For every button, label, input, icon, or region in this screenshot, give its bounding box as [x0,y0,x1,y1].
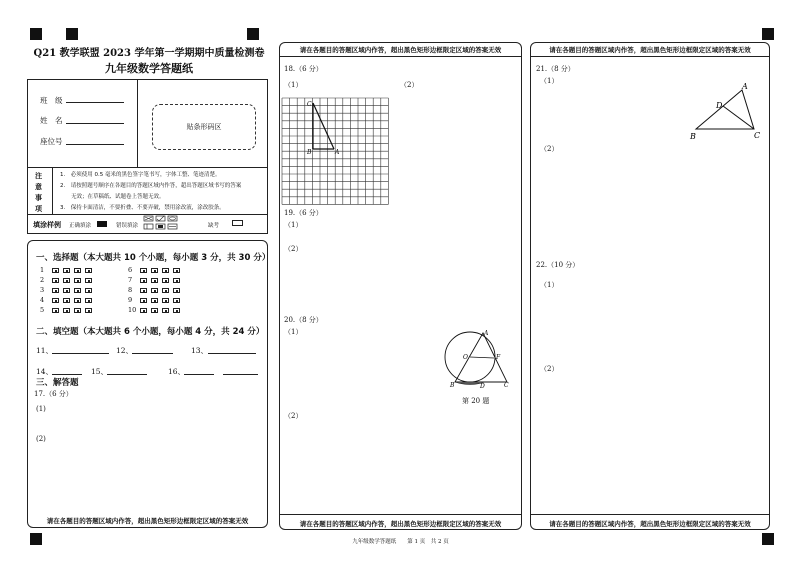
mc-option-bubble[interactable] [140,268,147,273]
mc-question-number: 7 [128,276,133,284]
fill-example-title: 填涂样例 [33,220,61,229]
mc-option-bubble[interactable] [85,278,92,283]
mc-option-bubble[interactable] [140,288,147,293]
mc-option-bubble[interactable] [74,308,81,313]
warning-top-col3: 请在各题目的答题区域内作答，超出黑色矩形边框限定区域的答案无效 [549,46,751,54]
mc-question-number: 1 [40,266,45,274]
mc-question-number: 2 [40,276,45,284]
q17-part1: (1) [36,405,46,413]
mc-option-bubble[interactable] [162,288,169,293]
mc-question-number: 9 [128,296,133,304]
mc-option-bubble[interactable] [85,308,92,313]
q22-part1: （1） [540,281,559,289]
mc-question-row [128,266,184,274]
mc-option-bubble[interactable] [63,278,70,283]
absent-label: 缺考 [208,223,220,229]
blank-15-label: 15、 [91,367,109,376]
mc-option-bubble[interactable] [74,268,81,273]
fig20-label-d: D [480,383,485,390]
fig20-label-o: O [463,354,468,361]
mc-option-bubble[interactable] [85,268,92,273]
mc-option-bubble[interactable] [63,288,70,293]
registration-mark [66,28,78,40]
mc-option-bubble[interactable] [151,288,158,293]
registration-mark [247,28,259,40]
mc-question-number: 6 [128,266,133,274]
note-item: 2. 请按照题号顺序在各题目的答题区域内作答，超出答题区域书写的答案 [60,183,242,189]
q18-grid-figure [280,96,390,206]
name-label: 姓 名 [40,116,63,125]
mc-option-bubble[interactable] [162,268,169,273]
blank-13-label: 13、 [191,346,209,355]
blank-16-field-a[interactable] [184,374,214,375]
correct-fill-mark [97,221,107,227]
mc-option-bubble[interactable] [162,308,169,313]
mc-option-bubble[interactable] [151,278,158,283]
mc-option-bubble[interactable] [173,288,180,293]
wrong-fill-marks [143,215,183,231]
segment-ca [313,103,334,149]
wrong-fill-label: 错误填涂 [116,223,139,229]
q20-circle-figure [440,325,520,405]
mc-question-number: 5 [40,306,45,314]
mc-option-bubble[interactable] [63,308,70,313]
class-label: 班 级 [40,96,63,105]
q20-label: 20.（8 分） [284,316,323,324]
q21-triangle-figure [686,80,766,142]
grid-label-c: C [307,101,312,108]
mc-question-row [40,276,96,284]
mc-question-row [128,306,184,314]
mc-option-bubble[interactable] [173,308,180,313]
mc-option-bubble[interactable] [173,278,180,283]
page-title: Q21 教学联盟 2023 学年第一学期期中质量检测卷 [33,48,265,59]
fig20-label-f: F [496,354,501,361]
mc-option-bubble[interactable] [52,288,59,293]
q18-part1: （1） [284,81,303,89]
fig20-caption: 第 20 题 [462,397,490,405]
name-field[interactable] [66,123,124,124]
q20-part2: （2） [284,412,303,420]
mc-option-bubble[interactable] [85,288,92,293]
mc-option-bubble[interactable] [173,298,180,303]
mc-question-number: 4 [40,296,45,304]
mc-question-row [128,276,184,284]
blank-11-field[interactable] [52,353,109,354]
mc-question-number: 8 [128,286,133,294]
mc-option-bubble[interactable] [140,298,147,303]
mc-option-bubble[interactable] [52,298,59,303]
mc-option-bubble[interactable] [74,298,81,303]
answer-panel-1 [27,240,271,528]
blank-12-label: 12、 [116,346,134,355]
mc-option-bubble[interactable] [173,268,180,273]
fig21-label-b: B [690,132,696,141]
q17-part2: (2) [36,435,46,443]
q22-label: 22.（10 分） [536,261,580,269]
mc-question-number: 3 [40,286,45,294]
grid-label-b: B [307,149,312,156]
q21-part1: （1） [540,77,559,85]
mc-question-row [40,296,96,304]
fig21-label-d: D [716,101,723,110]
class-field[interactable] [66,102,124,103]
note-item: 无效；在草稿纸、试题卷上答题无效。 [60,194,165,200]
fig21-label-c: C [754,131,761,140]
mc-option-bubble[interactable] [151,268,158,273]
note-item: 1. 必须使用 0.5 毫米的黑色签字笔书写，字体工整、笔迹清楚。 [60,172,221,178]
seat-label: 座位号 [40,137,63,146]
absent-checkbox[interactable] [232,220,243,226]
q18-label: 18.（6 分） [284,65,323,73]
fig21-label-a: A [742,82,748,91]
q19-label: 19.（6 分） [284,209,323,217]
mc-option-bubble[interactable] [151,308,158,313]
q18-part2: （2） [400,81,419,89]
blank-11-label: 11、 [36,346,54,355]
barcode-area: 贴条形码区 [152,104,256,150]
mc-option-bubble[interactable] [74,288,81,293]
mc-question-row [40,286,96,294]
correct-fill-label: 正确填涂 [69,223,92,229]
fig20-label-b: B [450,382,455,389]
mc-option-bubble[interactable] [63,298,70,303]
warning-bottom-col2: 请在各题目的答题区域内作答，超出黑色矩形边框限定区域的答案无效 [299,520,502,528]
section3-title: 三、解答题 [36,378,79,388]
mc-option-bubble[interactable] [63,268,70,273]
registration-mark [30,533,42,545]
mc-option-bubble[interactable] [52,308,59,313]
seat-field[interactable] [66,144,124,145]
blank-14-label: 14、 [36,367,54,376]
mc-option-bubble[interactable] [85,298,92,303]
info-block [27,79,268,234]
page-footer: 九年级数学答题纸 第 1 页 共 2 页 [352,539,449,545]
blank-12-field[interactable] [132,353,173,354]
notes-title: 注意事项 [35,171,42,213]
section2-title: 二、填空题（本大题共 6 个小题，每小题 4 分，共 24 分） [36,327,265,337]
mc-option-bubble[interactable] [52,268,59,273]
q20-part1: （1） [284,328,303,336]
section1-title: 一、选择题（本大题共 10 个小题，每小题 3 分，共 30 分） [36,253,271,263]
q21-label: 21.（8 分） [536,65,575,73]
blank-15-field[interactable] [107,374,147,375]
blank-13-field[interactable] [208,353,256,354]
q21-part2: （2） [540,145,559,153]
mc-option-bubble[interactable] [74,278,81,283]
warning-bottom-col3: 请在各题目的答题区域内作答，超出黑色矩形边框限定区域的答案无效 [549,520,751,528]
mc-question-row [40,306,96,314]
mc-option-bubble[interactable] [52,278,59,283]
mc-option-bubble[interactable] [140,308,147,313]
mc-question-row [128,296,184,304]
registration-mark [762,533,774,545]
q22-part2: （2） [540,365,559,373]
mc-option-bubble[interactable] [140,278,147,283]
grid-label-a: A [335,149,340,156]
blank-16-field-b[interactable] [223,374,258,375]
mc-option-bubble[interactable] [162,298,169,303]
mc-question-row [128,286,184,294]
mc-question-number: 10 [128,306,137,314]
blank-14-field[interactable] [52,374,82,375]
warning-bottom-col1: 请在各题目的答题区域内作答，超出黑色矩形边框限定区域的答案无效 [46,517,249,525]
fig20-label-c: C [504,382,509,389]
registration-mark [30,28,42,40]
q17-label: 17.（6 分） [34,390,73,398]
warning-top-col2: 请在各题目的答题区域内作答，超出黑色矩形边框限定区域的答案无效 [299,46,502,54]
mc-question-row [40,266,96,274]
blank-16-label: 16、 [168,367,186,376]
page-subtitle: 九年级数学答题纸 [105,62,193,75]
fig20-label-a: A [484,330,489,337]
q19-part1: （1） [284,221,303,229]
mc-option-bubble[interactable] [162,278,169,283]
registration-mark [762,28,774,40]
note-item: 3. 保持卡面清洁，不要折叠、不要弄破，禁用涂改液，涂改胶条。 [60,205,225,211]
mc-option-bubble[interactable] [151,298,158,303]
q19-part2: （2） [284,245,303,253]
